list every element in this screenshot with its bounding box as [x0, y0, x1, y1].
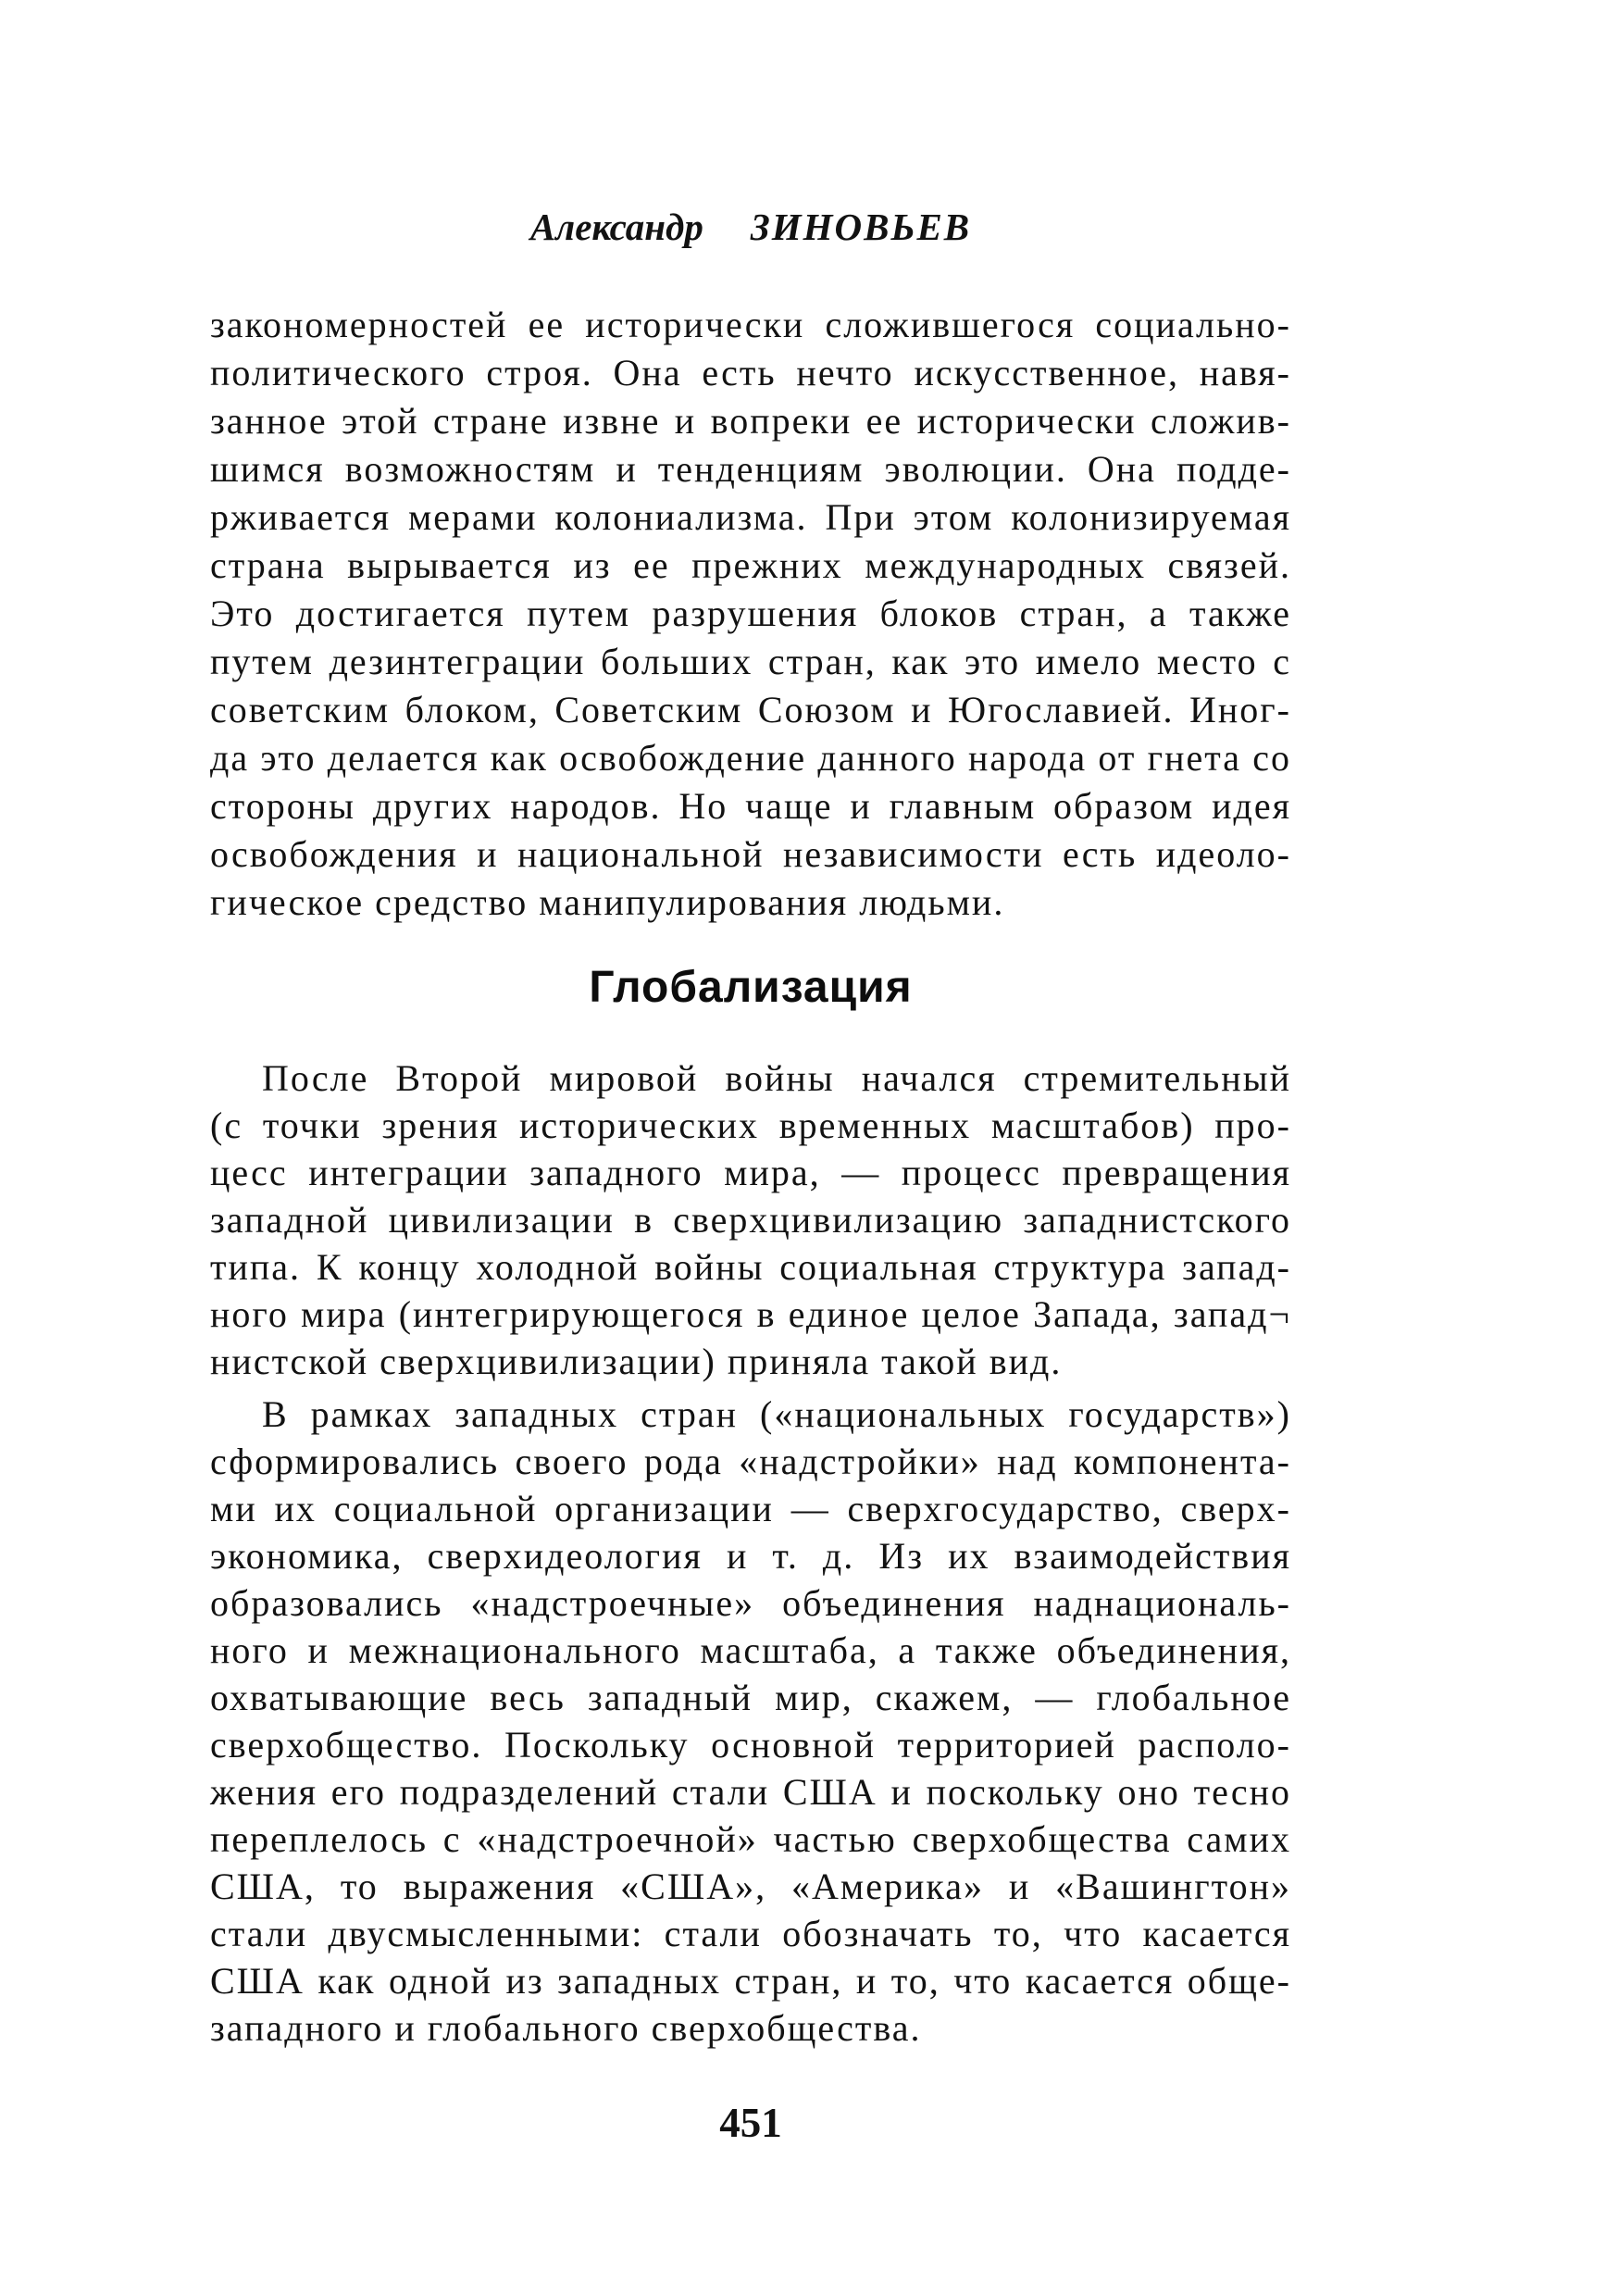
text-line: закономерностей ее исторически сложившегося социально-	[210, 304, 1291, 345]
author-last-name: ЗИНОВЬЕВ	[750, 206, 972, 248]
text-line: США, то выражения «США», «Америка» и «Вашингтон»	[210, 1866, 1291, 1907]
text-line: политического строя. Она есть нечто искусственное, навя-	[210, 352, 1291, 393]
running-header	[210, 204, 1291, 250]
text-line: путем дезинтеграции больших стран, как это имело место с	[210, 641, 1291, 682]
text-line: ного и межнационального масштаба, а также объединения,	[210, 1629, 1291, 1671]
text-line: рживается мерами колониализма. При этом колонизируемая	[210, 496, 1291, 538]
text-block	[210, 301, 1291, 2052]
text-line: Это достигается путем разрушения блоков стран, а также	[210, 593, 1291, 634]
text-line: В рамках западных стран («национальных государств»)	[262, 1393, 1291, 1435]
text-line: западной цивилизации в сверхцивилизацию западнистского	[210, 1199, 1291, 1241]
text-line: шимся возможностям и тенденциям эволюции. Она подде-	[210, 448, 1291, 490]
text-line: ми их социальной организации — сверхгосударство, сверх-	[210, 1488, 1291, 1529]
text-line: нистской сверхцивилизации) приняла такой вид.	[210, 1341, 1063, 1382]
page-number: 451	[719, 2100, 782, 2146]
section-heading: Глобализация	[589, 963, 913, 1012]
text-line: образовались «надстроечные» объединения наднациональ-	[210, 1582, 1291, 1624]
text-line: западного и глобального сверхобщества.	[210, 2007, 922, 2049]
text-line: страна вырывается из ее прежних международных связей.	[210, 544, 1291, 586]
text-line: стали двусмысленными: стали обозначать то, что касается	[210, 1913, 1291, 1954]
text-line: цесс интеграции западного мира, — процесс превращения	[210, 1152, 1291, 1193]
paragraph-globalization-1	[210, 1054, 1291, 1385]
text-line: США как одной из западных стран, и то, что касается обще-	[210, 1960, 1291, 2002]
text-line: советским блоком, Советским Союзом и Югославией. Иног-	[210, 689, 1291, 730]
text-line: типа. К концу холодной войны социальная структура запад-	[210, 1246, 1291, 1288]
text-line: жения его подразделений стали США и поскольку оно тесно	[210, 1771, 1291, 1813]
text-line: охватывающие весь западный мир, скажем, — глобальное	[210, 1677, 1291, 1718]
text-line: ного мира (интегрирующегося в единое целое Запада, запад¬	[210, 1293, 1291, 1335]
text-line: сформировались своего рода «надстройки» над компонента-	[210, 1441, 1291, 1482]
paragraph-continuation	[210, 301, 1291, 927]
author-first-name: Александр	[529, 206, 703, 248]
text-line: сверхобщество. Поскольку основной территорией располо-	[210, 1724, 1291, 1766]
text-line: (с точки зрения исторических временных масштабов) про-	[210, 1104, 1291, 1146]
text-line: гическое средство манипулирования людьми.	[210, 881, 1005, 923]
text-line: После Второй мировой войны начался стремительный	[262, 1057, 1291, 1099]
text-line: экономика, сверхидеология и т. д. Из их взаимодействия	[210, 1535, 1291, 1577]
text-line: да это делается как освобождение данного народа от гнета со	[210, 737, 1291, 779]
text-line: занное этой стране извне и вопреки ее исторически сложив-	[210, 400, 1291, 442]
paragraph-globalization-2	[210, 1391, 1291, 2052]
text-line: освобождения и национальной независимости есть идеоло-	[210, 833, 1291, 875]
text-line: переплелось с «надстроечной» частью сверхобщества самих	[210, 1818, 1291, 1860]
text-line: стороны других народов. Но чаще и главным образом идея	[210, 785, 1291, 827]
